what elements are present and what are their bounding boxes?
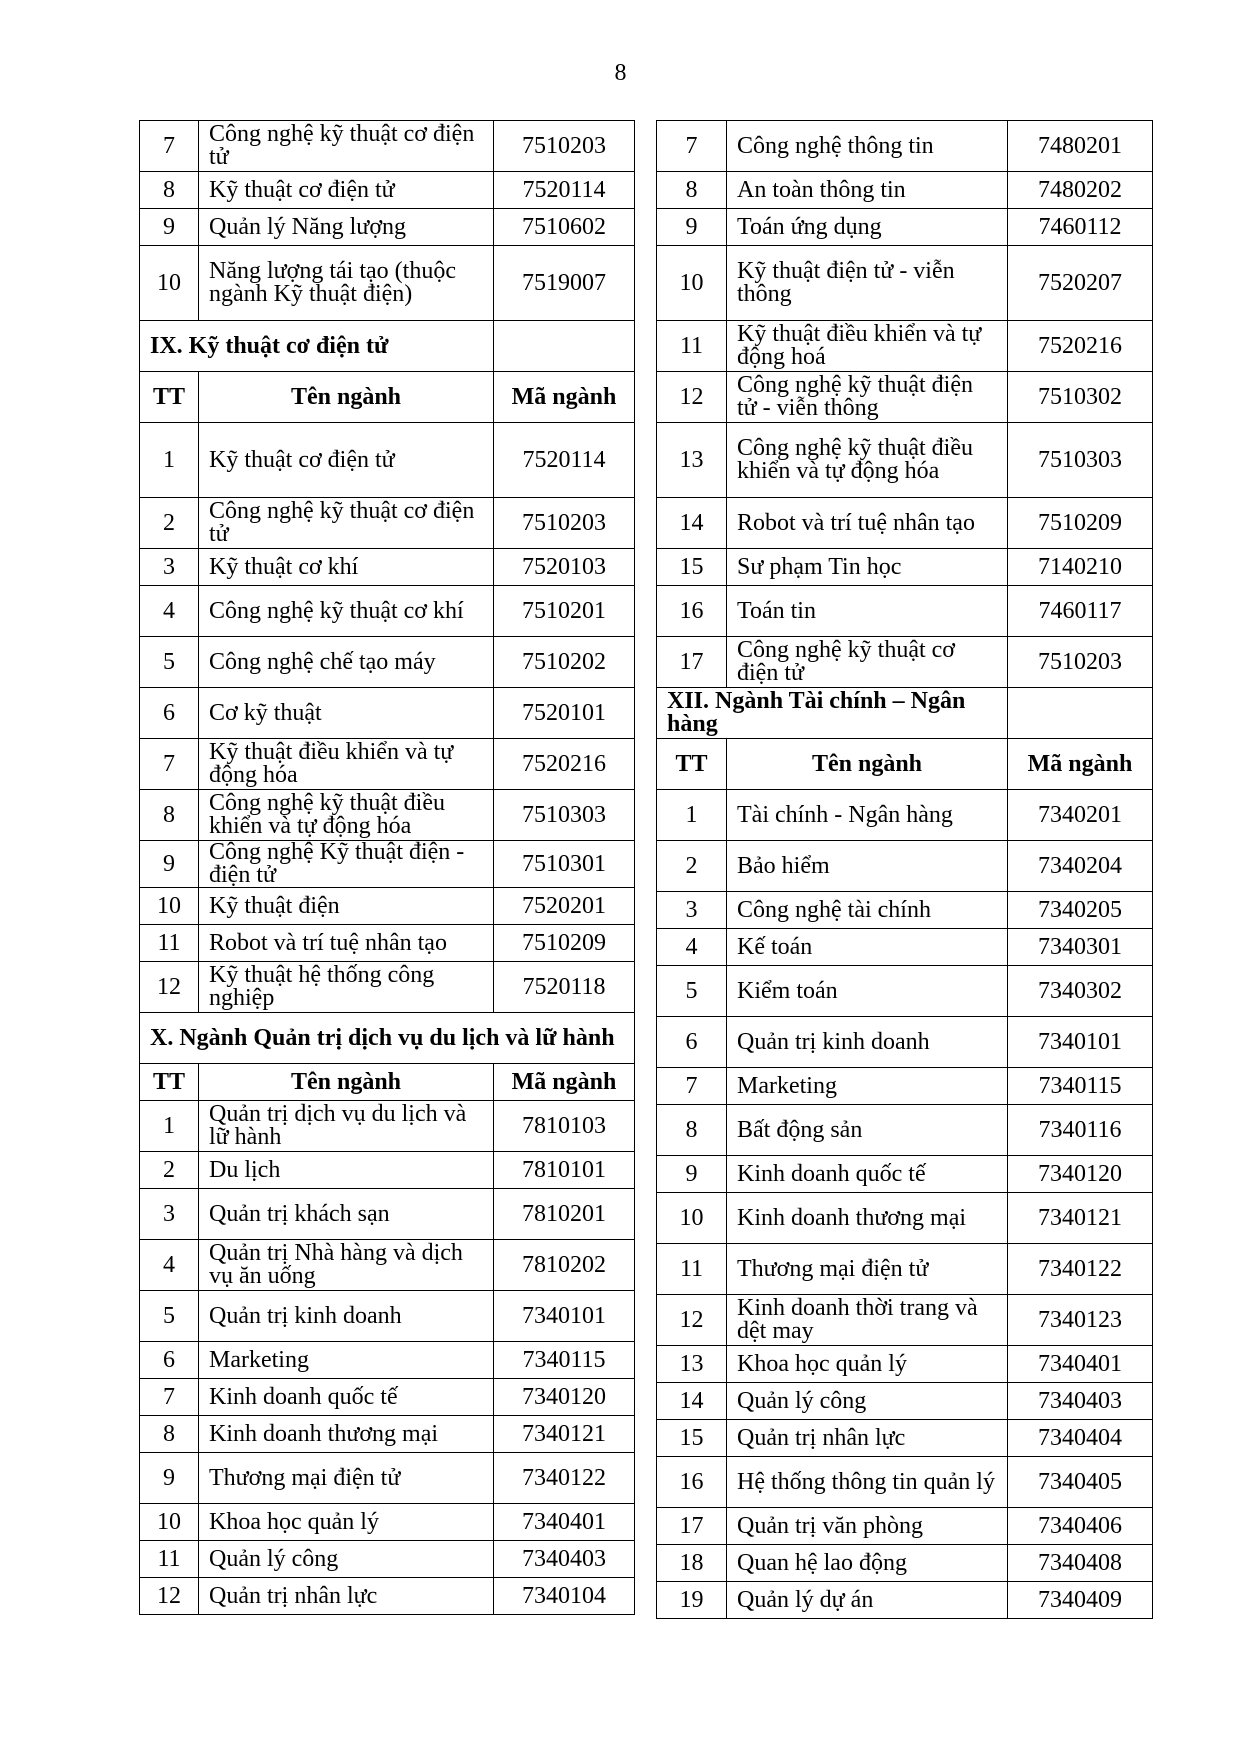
program-code-cell: 7340409: [1008, 1582, 1153, 1619]
tt-cell: 4: [140, 586, 199, 637]
program-name-cell: Công nghệ tài chính: [727, 892, 1008, 929]
tt-cell: 13: [657, 423, 727, 498]
program-name-cell: Quản trị kinh doanh: [727, 1017, 1008, 1068]
program-name-cell: Quản trị văn phòng: [727, 1508, 1008, 1545]
program-name-cell: Tên ngành: [727, 739, 1008, 790]
table-row: [140, 637, 635, 688]
program-code-cell: 7520216: [1008, 321, 1153, 372]
program-code-cell: Mã ngành: [494, 372, 635, 423]
tt-cell: 6: [140, 688, 199, 739]
program-code-cell: 7340101: [1008, 1017, 1153, 1068]
table-row: [657, 423, 1153, 498]
table-row: [657, 498, 1153, 549]
program-name-cell: Khoa học quản lý: [199, 1504, 494, 1541]
table-row: [657, 929, 1153, 966]
program-name-cell: Kỹ thuật cơ điện tử: [199, 423, 494, 498]
tt-cell: 5: [140, 1291, 199, 1342]
tt-cell: 11: [140, 1541, 199, 1578]
program-name-cell: Thương mại điện tử: [727, 1244, 1008, 1295]
program-code-cell: 7520103: [494, 549, 635, 586]
program-name-cell: Khoa học quản lý: [727, 1346, 1008, 1383]
table-row: [140, 1504, 635, 1541]
program-code-cell: 7340401: [494, 1504, 635, 1541]
program-name-cell: Robot và trí tuệ nhân tạo: [727, 498, 1008, 549]
tt-cell: 9: [657, 1156, 727, 1193]
table-row: [140, 1578, 635, 1615]
table-row: [140, 739, 635, 790]
table-row: [140, 841, 635, 888]
program-code-cell: 7340403: [1008, 1383, 1153, 1420]
program-name-cell: Kỹ thuật cơ điện tử: [199, 172, 494, 209]
tt-cell: 10: [140, 246, 199, 321]
program-name-cell: Công nghệ kỹ thuật cơ điện tử: [199, 121, 494, 172]
section-heading-row: [657, 688, 1153, 739]
table-row: [140, 246, 635, 321]
table-row: [657, 841, 1153, 892]
program-name-cell: An toàn thông tin: [727, 172, 1008, 209]
program-name-cell: Quản lý Năng lượng: [199, 209, 494, 246]
program-code-cell: 7340401: [1008, 1346, 1153, 1383]
table-row: [657, 1457, 1153, 1508]
program-name-cell: Kỹ thuật điều khiển và tự động hóa: [199, 739, 494, 790]
table-row: [140, 1101, 635, 1152]
table-row: [657, 1383, 1153, 1420]
program-code-cell: 7340205: [1008, 892, 1153, 929]
program-code-cell: 7340405: [1008, 1457, 1153, 1508]
section-title: X. Ngành Quản trị dịch vụ du lịch và lữ hành: [140, 1013, 635, 1064]
program-name-cell: Quản trị dịch vụ du lịch và lữ hành: [199, 1101, 494, 1152]
program-code-cell: 7340120: [1008, 1156, 1153, 1193]
tt-cell: 3: [140, 1189, 199, 1240]
table-header-row: [140, 372, 635, 423]
program-code-cell: 7520101: [494, 688, 635, 739]
program-name-cell: Marketing: [727, 1068, 1008, 1105]
tt-cell: 4: [140, 1240, 199, 1291]
program-name-cell: Công nghệ kỹ thuật cơ điện tử: [199, 498, 494, 549]
program-name-cell: Kỹ thuật điện: [199, 888, 494, 925]
table-row: [140, 790, 635, 841]
tt-cell: 2: [140, 498, 199, 549]
tt-cell: 6: [140, 1342, 199, 1379]
tt-cell: TT: [140, 372, 199, 423]
program-code-cell: 7520201: [494, 888, 635, 925]
program-name-cell: Toán tin: [727, 586, 1008, 637]
table-row: [140, 925, 635, 962]
tt-cell: 18: [657, 1545, 727, 1582]
table-row: [657, 966, 1153, 1017]
tt-cell: 1: [140, 1101, 199, 1152]
tt-cell: 15: [657, 1420, 727, 1457]
program-name-cell: Kinh doanh quốc tế: [199, 1379, 494, 1416]
tt-cell: 9: [657, 209, 727, 246]
program-code-cell: 7510303: [1008, 423, 1153, 498]
tt-cell: 7: [140, 1379, 199, 1416]
program-code-cell: 7340302: [1008, 966, 1153, 1017]
program-name-cell: Quản lý dự án: [727, 1582, 1008, 1619]
table-row: [657, 1582, 1153, 1619]
program-name-cell: Marketing: [199, 1342, 494, 1379]
program-name-cell: Kế toán: [727, 929, 1008, 966]
table-row: [140, 1342, 635, 1379]
table-row: [657, 172, 1153, 209]
table-row: [140, 1240, 635, 1291]
table-header-row: [140, 1064, 635, 1101]
program-code-cell: 7510209: [1008, 498, 1153, 549]
program-name-cell: Kỹ thuật hệ thống công nghiệp: [199, 962, 494, 1013]
program-code-cell: 7460112: [1008, 209, 1153, 246]
program-code-cell: 7340301: [1008, 929, 1153, 966]
table-row: [657, 637, 1153, 688]
table-row: [657, 1346, 1153, 1383]
table-row: [140, 688, 635, 739]
program-code-cell: 7810201: [494, 1189, 635, 1240]
program-name-cell: Quản trị kinh doanh: [199, 1291, 494, 1342]
program-code-cell: 7520114: [494, 423, 635, 498]
program-name-cell: Kỹ thuật điều khiển và tự động hoá: [727, 321, 1008, 372]
tt-cell: 1: [140, 423, 199, 498]
table-row: [657, 549, 1153, 586]
table-row: [657, 1105, 1153, 1156]
program-code-cell: 7520216: [494, 739, 635, 790]
program-name-cell: Công nghệ Kỹ thuật điện - điện tử: [199, 841, 494, 888]
program-code-cell: 7340123: [1008, 1295, 1153, 1346]
tt-cell: 2: [140, 1152, 199, 1189]
table-row: [657, 892, 1153, 929]
program-code-cell: 7340403: [494, 1541, 635, 1578]
table-row: [140, 549, 635, 586]
program-code-cell: Mã ngành: [1008, 739, 1153, 790]
program-code-cell: 7510201: [494, 586, 635, 637]
tt-cell: 5: [657, 966, 727, 1017]
program-name-cell: Công nghệ kỹ thuật điện tử - viễn thông: [727, 372, 1008, 423]
program-code-cell: 7510202: [494, 637, 635, 688]
table-row: [657, 1193, 1153, 1244]
program-name-cell: Tên ngành: [199, 1064, 494, 1101]
program-name-cell: Kinh doanh quốc tế: [727, 1156, 1008, 1193]
section-heading-row: [140, 321, 635, 372]
program-code-cell: 7460117: [1008, 586, 1153, 637]
table-row: [140, 1189, 635, 1240]
tt-cell: 15: [657, 549, 727, 586]
program-code-cell: 7810202: [494, 1240, 635, 1291]
program-code-cell: 7510303: [494, 790, 635, 841]
empty-cell: [1008, 688, 1153, 739]
tt-cell: 8: [140, 790, 199, 841]
program-name-cell: Quan hệ lao động: [727, 1545, 1008, 1582]
program-name-cell: Tên ngành: [199, 372, 494, 423]
table-row: [657, 246, 1153, 321]
tt-cell: 11: [657, 1244, 727, 1295]
tt-cell: 9: [140, 1453, 199, 1504]
program-code-cell: 7510203: [494, 498, 635, 549]
program-name-cell: Kỹ thuật cơ khí: [199, 549, 494, 586]
tt-cell: 12: [657, 1295, 727, 1346]
program-code-cell: 7340120: [494, 1379, 635, 1416]
tt-cell: 16: [657, 586, 727, 637]
left-program-table: [139, 120, 635, 1615]
program-code-cell: 7520118: [494, 962, 635, 1013]
tt-cell: 17: [657, 1508, 727, 1545]
tt-cell: 2: [657, 841, 727, 892]
program-name-cell: Kinh doanh thời trang và dệt may: [727, 1295, 1008, 1346]
tt-cell: 1: [657, 790, 727, 841]
table-row: [657, 1420, 1153, 1457]
tt-cell: 13: [657, 1346, 727, 1383]
tt-cell: TT: [657, 739, 727, 790]
table-row: [140, 121, 635, 172]
program-code-cell: 7510209: [494, 925, 635, 962]
program-name-cell: Du lịch: [199, 1152, 494, 1189]
program-name-cell: Công nghệ thông tin: [727, 121, 1008, 172]
program-name-cell: Công nghệ kỹ thuật cơ điện tử: [727, 637, 1008, 688]
table-row: [140, 1291, 635, 1342]
program-name-cell: Toán ứng dụng: [727, 209, 1008, 246]
tt-cell: 16: [657, 1457, 727, 1508]
table-row: [140, 962, 635, 1013]
program-name-cell: Bất động sản: [727, 1105, 1008, 1156]
program-code-cell: 7340201: [1008, 790, 1153, 841]
program-name-cell: Công nghệ chế tạo máy: [199, 637, 494, 688]
tt-cell: 12: [657, 372, 727, 423]
program-name-cell: Kiểm toán: [727, 966, 1008, 1017]
table-row: [140, 586, 635, 637]
table-row: [657, 586, 1153, 637]
table-row: [140, 423, 635, 498]
right-program-table: [656, 120, 1153, 1619]
empty-cell: [494, 321, 635, 372]
program-code-cell: 7510602: [494, 209, 635, 246]
table-row: [657, 1156, 1153, 1193]
program-name-cell: Công nghệ kỹ thuật điều khiển và tự động hóa: [727, 423, 1008, 498]
tt-cell: 3: [657, 892, 727, 929]
program-code-cell: 7340406: [1008, 1508, 1153, 1545]
table-row: [657, 1017, 1153, 1068]
program-code-cell: 7480201: [1008, 121, 1153, 172]
tt-cell: 8: [657, 172, 727, 209]
tt-cell: 4: [657, 929, 727, 966]
tt-cell: 5: [140, 637, 199, 688]
tt-cell: 8: [657, 1105, 727, 1156]
program-code-cell: 7340121: [494, 1416, 635, 1453]
program-name-cell: Năng lượng tái tạo (thuộc ngành Kỹ thuật điện): [199, 246, 494, 321]
table-row: [657, 1244, 1153, 1295]
tt-cell: 12: [140, 962, 199, 1013]
tt-cell: 10: [657, 246, 727, 321]
program-name-cell: Quản trị Nhà hàng và dịch vụ ăn uống: [199, 1240, 494, 1291]
table-row: [657, 209, 1153, 246]
tt-cell: 10: [140, 1504, 199, 1541]
program-name-cell: Kinh doanh thương mại: [199, 1416, 494, 1453]
program-name-cell: Thương mại điện tử: [199, 1453, 494, 1504]
program-code-cell: 7510302: [1008, 372, 1153, 423]
table-row: [657, 372, 1153, 423]
program-code-cell: 7810101: [494, 1152, 635, 1189]
tt-cell: 9: [140, 209, 199, 246]
tt-cell: 19: [657, 1582, 727, 1619]
tt-cell: TT: [140, 1064, 199, 1101]
program-code-cell: 7340121: [1008, 1193, 1153, 1244]
tt-cell: 10: [140, 888, 199, 925]
program-name-cell: Công nghệ kỹ thuật cơ khí: [199, 586, 494, 637]
tt-cell: 11: [140, 925, 199, 962]
program-name-cell: Bảo hiểm: [727, 841, 1008, 892]
table-row: [140, 1152, 635, 1189]
program-code-cell: 7140210: [1008, 549, 1153, 586]
program-name-cell: Kinh doanh thương mại: [727, 1193, 1008, 1244]
tt-cell: 8: [140, 1416, 199, 1453]
program-name-cell: Quản trị nhân lực: [199, 1578, 494, 1615]
section-title: IX. Kỹ thuật cơ điện tử: [140, 321, 494, 372]
page-number: 8: [614, 60, 627, 86]
table-row: [140, 209, 635, 246]
table-row: [657, 1295, 1153, 1346]
program-code-cell: Mã ngành: [494, 1064, 635, 1101]
tt-cell: 6: [657, 1017, 727, 1068]
tt-cell: 7: [140, 739, 199, 790]
program-code-cell: 7340204: [1008, 841, 1153, 892]
table-row: [657, 1508, 1153, 1545]
section-heading-row: [140, 1013, 635, 1064]
program-code-cell: 7340104: [494, 1578, 635, 1615]
table-header-row: [657, 739, 1153, 790]
table-row: [140, 1541, 635, 1578]
program-code-cell: 7520114: [494, 172, 635, 209]
tt-cell: 7: [140, 121, 199, 172]
program-name-cell: Hệ thống thông tin quản lý: [727, 1457, 1008, 1508]
program-code-cell: 7340116: [1008, 1105, 1153, 1156]
program-code-cell: 7519007: [494, 246, 635, 321]
program-code-cell: 7340122: [1008, 1244, 1153, 1295]
program-code-cell: 7340101: [494, 1291, 635, 1342]
table-row: [140, 888, 635, 925]
program-code-cell: 7510301: [494, 841, 635, 888]
table-row: [657, 1545, 1153, 1582]
program-code-cell: 7340408: [1008, 1545, 1153, 1582]
tt-cell: 14: [657, 1383, 727, 1420]
tt-cell: 17: [657, 637, 727, 688]
program-name-cell: Tài chính - Ngân hàng: [727, 790, 1008, 841]
program-code-cell: 7480202: [1008, 172, 1153, 209]
program-name-cell: Quản trị khách sạn: [199, 1189, 494, 1240]
tt-cell: 8: [140, 172, 199, 209]
tt-cell: 11: [657, 321, 727, 372]
program-code-cell: 7340115: [1008, 1068, 1153, 1105]
program-code-cell: 7340115: [494, 1342, 635, 1379]
program-code-cell: 7510203: [1008, 637, 1153, 688]
program-name-cell: Quản lý công: [199, 1541, 494, 1578]
table-row: [140, 1379, 635, 1416]
program-name-cell: Robot và trí tuệ nhân tạo: [199, 925, 494, 962]
tt-cell: 12: [140, 1578, 199, 1615]
tt-cell: 9: [140, 841, 199, 888]
program-code-cell: 7810103: [494, 1101, 635, 1152]
table-row: [657, 1068, 1153, 1105]
program-code-cell: 7510203: [494, 121, 635, 172]
program-name-cell: Công nghệ kỹ thuật điều khiển và tự động hóa: [199, 790, 494, 841]
program-name-cell: Quản trị nhân lực: [727, 1420, 1008, 1457]
table-row: [657, 121, 1153, 172]
table-row: [140, 498, 635, 549]
program-name-cell: Kỹ thuật điện tử - viễn thông: [727, 246, 1008, 321]
table-row: [140, 172, 635, 209]
tt-cell: 7: [657, 1068, 727, 1105]
tt-cell: 14: [657, 498, 727, 549]
program-name-cell: Quản lý công: [727, 1383, 1008, 1420]
tt-cell: 10: [657, 1193, 727, 1244]
program-name-cell: Cơ kỹ thuật: [199, 688, 494, 739]
program-code-cell: 7340122: [494, 1453, 635, 1504]
program-code-cell: 7520207: [1008, 246, 1153, 321]
tt-cell: 7: [657, 121, 727, 172]
tt-cell: 3: [140, 549, 199, 586]
program-code-cell: 7340404: [1008, 1420, 1153, 1457]
section-title: XII. Ngành Tài chính – Ngân hàng: [657, 688, 1008, 739]
program-name-cell: Sư phạm Tin học: [727, 549, 1008, 586]
table-row: [657, 790, 1153, 841]
table-row: [657, 321, 1153, 372]
table-row: [140, 1416, 635, 1453]
table-row: [140, 1453, 635, 1504]
